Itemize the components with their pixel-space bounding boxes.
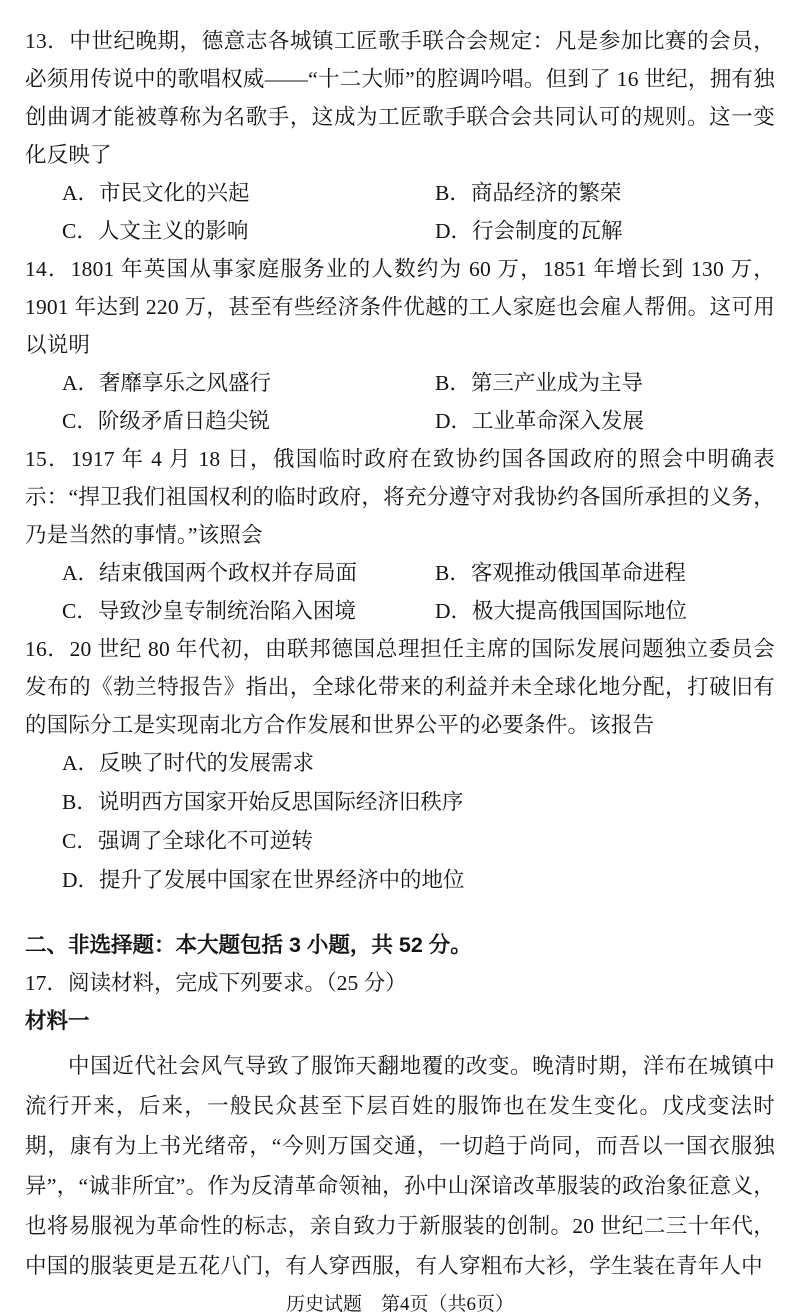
question-16-option-b: B．说明西方国家开始反思国际经济旧秩序 bbox=[62, 790, 464, 814]
question-16-option-a: A．反映了时代的发展需求 bbox=[62, 751, 315, 775]
material-one-label: 材料一 bbox=[25, 1009, 90, 1033]
page-footer: 历史试题 第4页（共6页） bbox=[285, 1294, 514, 1315]
question-14-option-b: B．第三产业成为主导 bbox=[435, 371, 643, 395]
section-2-header: 二、非选择题：本大题包括 3 小题，共 52 分。 bbox=[25, 933, 472, 957]
question-14-stem: 14．1801 年英国从事家庭服务业的人数约为 60 万，1851 年增长到 130 万，1901 年达到 220 万，甚至有些经济条件优越的工人家庭也会雇人帮佣。这可用以说明 bbox=[25, 257, 775, 357]
question-15-option-a: A．结束俄国两个政权并存局面 bbox=[62, 561, 358, 585]
question-14-option-d: D．工业革命深入发展 bbox=[435, 409, 645, 433]
question-13 bbox=[25, 22, 775, 250]
question-16-option-c: C．强调了全球化不可逆转 bbox=[62, 829, 313, 853]
question-13-option-d: D．行会制度的瓦解 bbox=[435, 219, 623, 243]
question-16 bbox=[25, 630, 775, 900]
question-13-options bbox=[25, 174, 775, 250]
question-15-options bbox=[25, 554, 775, 630]
question-15-option-d: D．极大提高俄国国际地位 bbox=[435, 599, 688, 623]
question-15-stem: 15．1917 年 4 月 18 日，俄国临时政府在致协约国各国政府的照会中明确表示：“捍卫我们祖国权利的临时政府，将充分遵守对我协约各国所承担的义务，乃是当然的事情。”该照会 bbox=[25, 447, 775, 547]
question-14-option-a: A．奢靡享乐之风盛行 bbox=[62, 371, 272, 395]
question-13-option-b: B．商品经济的繁荣 bbox=[435, 181, 622, 205]
question-14-option-c: C．阶级矛盾日趋尖锐 bbox=[62, 409, 270, 433]
question-16-option-d: D．提升了发展中国家在世界经济中的地位 bbox=[62, 868, 465, 892]
question-13-option-a: A．市民文化的兴起 bbox=[62, 181, 250, 205]
question-17 bbox=[25, 964, 775, 1286]
material-one-text: 中国近代社会风气导致了服饰天翻地覆的改变。晚清时期，洋布在城镇中流行开来，后来，一般民众甚至下层百姓的服饰也在发生变化。戊戌变法时期，康有为上书光绪帝，“今则万国交通，一切趋于尚同，而吾以一国衣服独异”，“诚非所宜”。作为反清革命领袖，孙中山深谙改革服装的政治象征意义，也将易服视为革命性的标志，亲自致力于新服装的创制。20 世纪二三十年代，中国的服装更是五花八门，有人穿西服，有人穿粗布大衫，学生装在青年人中 bbox=[25, 1054, 775, 1278]
question-14-options bbox=[25, 364, 775, 440]
question-13-option-c: C．人文主义的影响 bbox=[62, 219, 249, 243]
question-14 bbox=[25, 250, 775, 440]
question-13-stem: 13．中世纪晚期，德意志各城镇工匠歌手联合会规定：凡是参加比赛的会员，必须用传说中的歌唱权威——“十二大师”的腔调吟唱。但到了 16 世纪，拥有独创曲调才能被尊称为名歌手，这成为工匠歌手联合会共同认可的规则。这一变化反映了 bbox=[25, 29, 775, 167]
question-15-option-b: B．客观推动俄国革命进程 bbox=[435, 561, 686, 585]
question-16-options bbox=[25, 744, 775, 900]
question-15 bbox=[25, 440, 775, 630]
question-17-intro: 17．阅读材料，完成下列要求。（25 分） bbox=[25, 971, 407, 995]
question-15-option-c: C．导致沙皇专制统治陷入困境 bbox=[62, 599, 356, 623]
question-16-stem: 16．20 世纪 80 年代初，由联邦德国总理担任主席的国际发展问题独立委员会发布的《勃兰特报告》指出，全球化带来的利益并未全球化地分配，打破旧有的国际分工是实现南北方合作发展和世界公平的必要条件。该报告 bbox=[25, 637, 775, 737]
